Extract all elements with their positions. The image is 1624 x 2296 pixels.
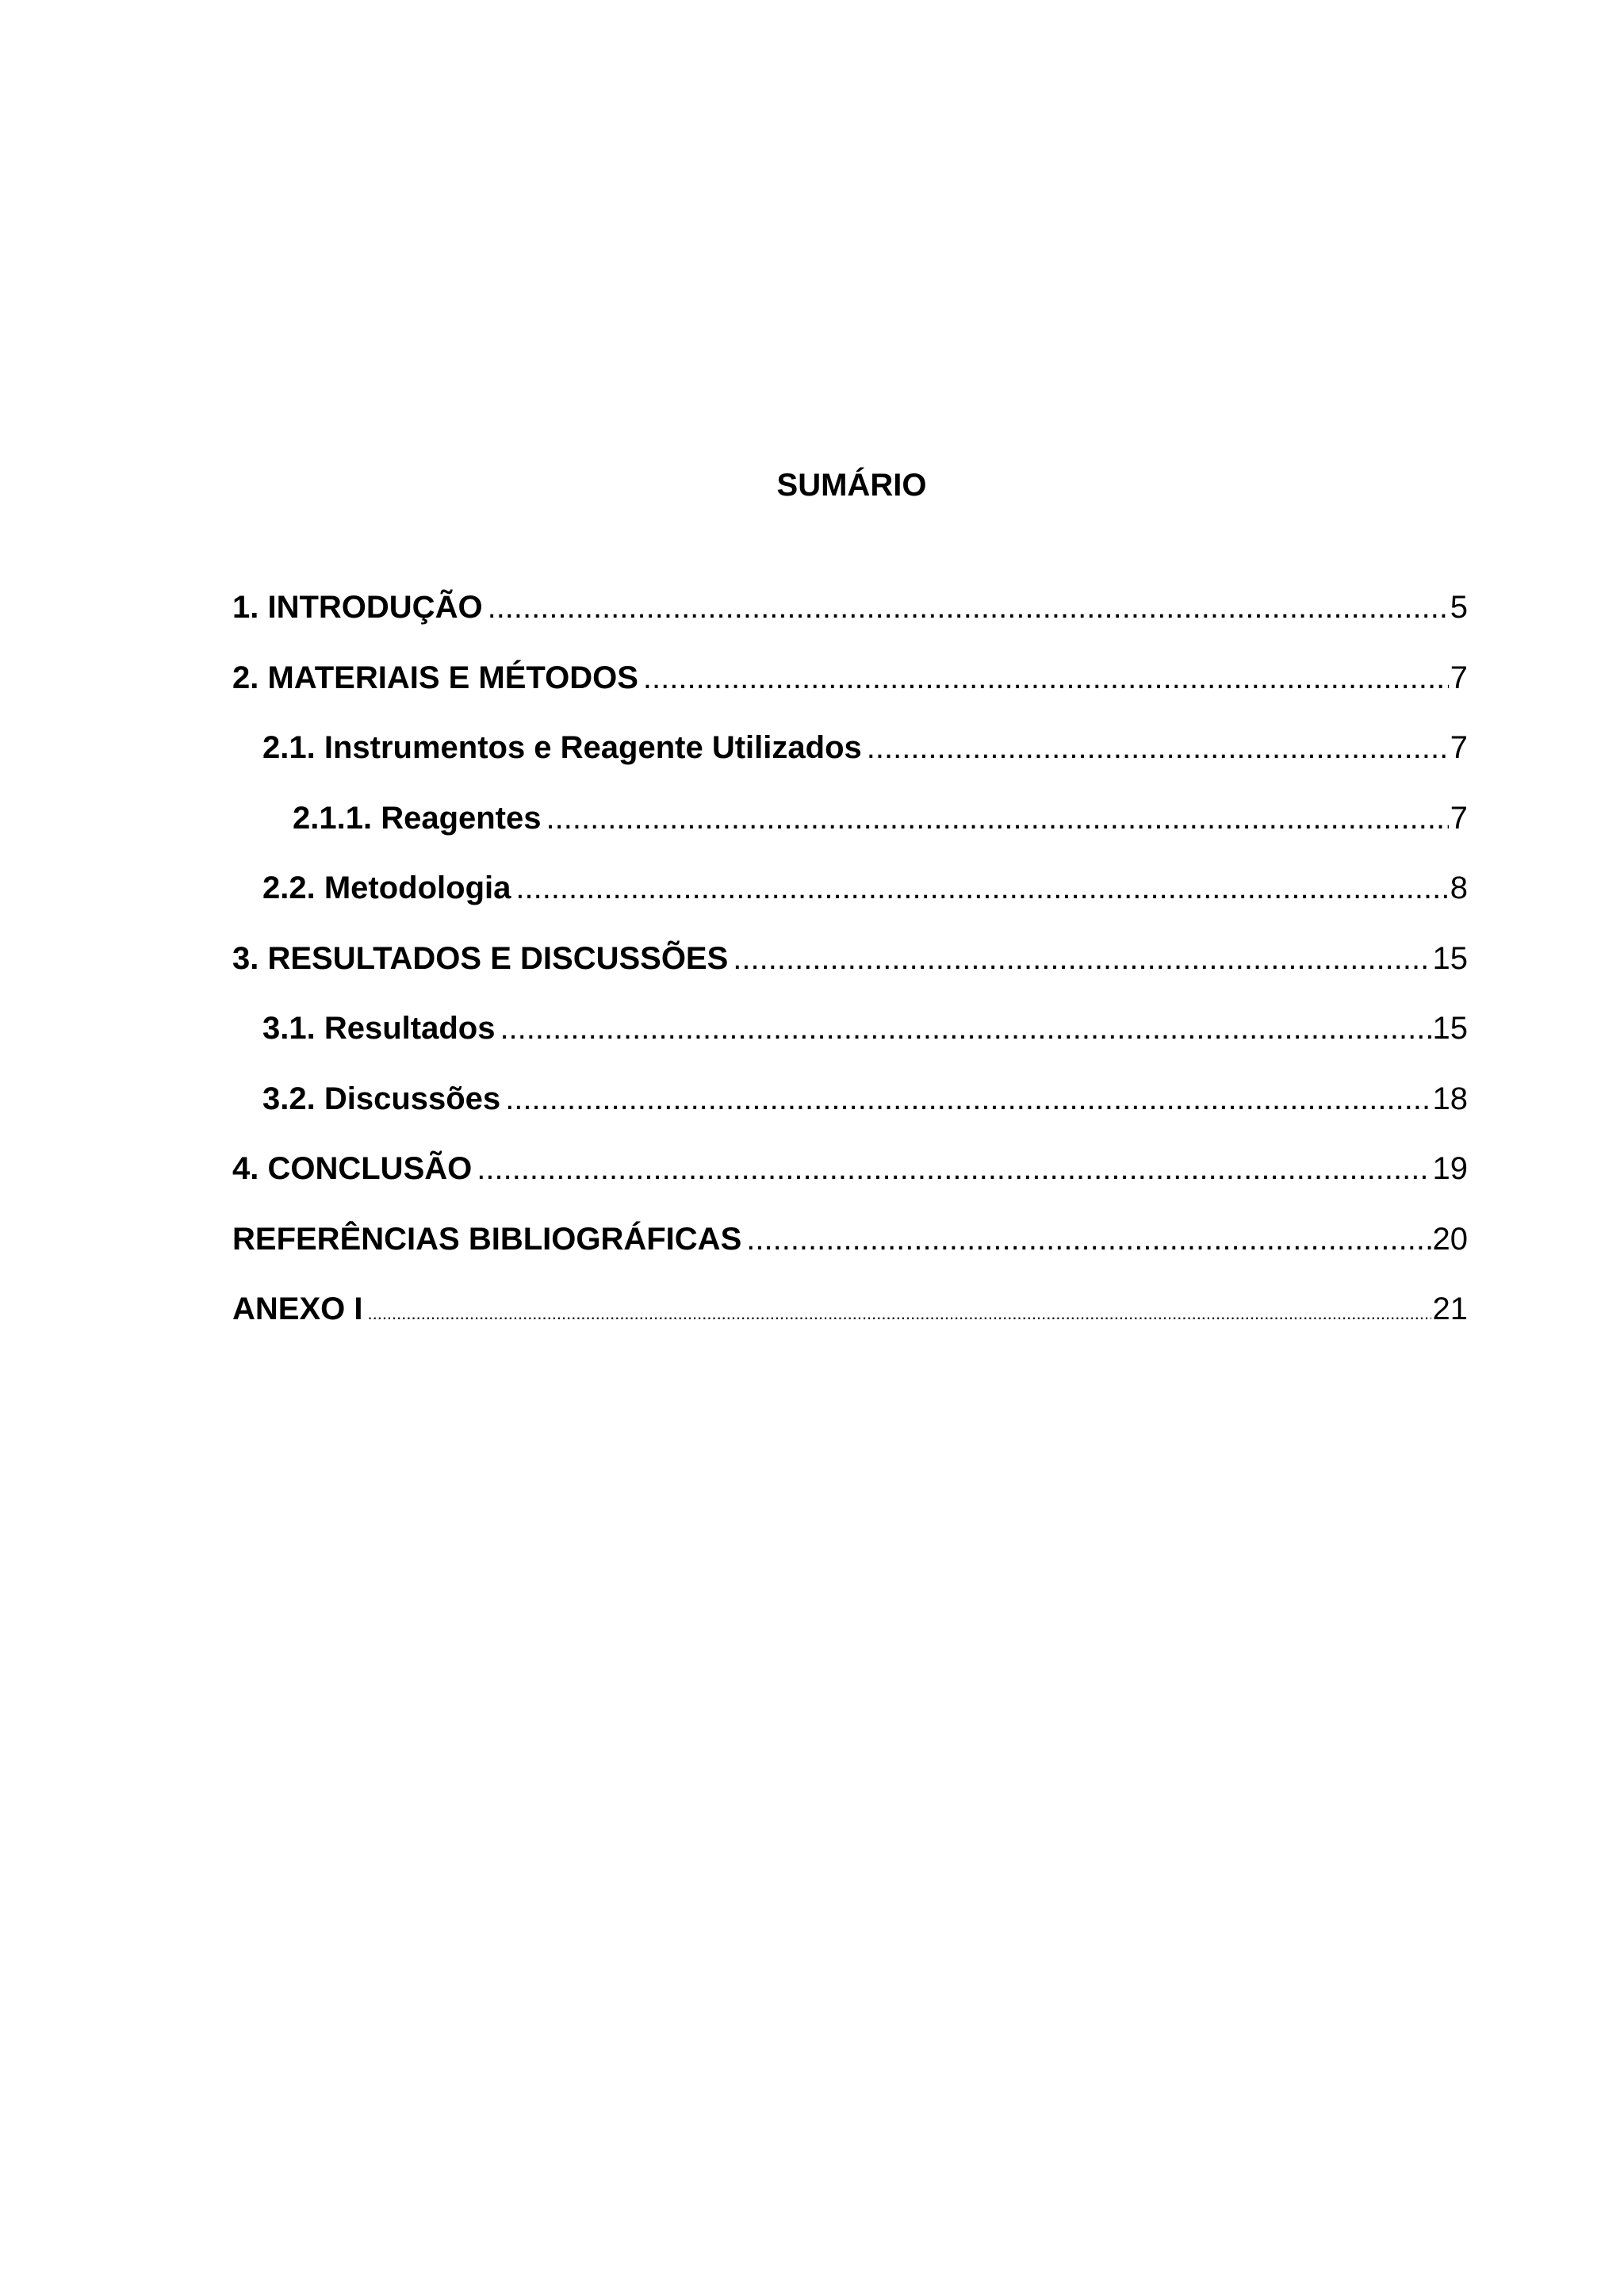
- toc-entry-label: 2.2. Metodologia: [262, 871, 511, 905]
- toc-entry-label: 3.2. Discussões: [262, 1081, 501, 1116]
- toc-entry-label: 2. MATERIAIS E MÉTODOS: [232, 660, 638, 695]
- toc-entry-page: 7: [1450, 660, 1468, 695]
- dot-leader: [477, 1150, 1431, 1188]
- toc-entry-instrumentos-e-reagente[interactable]: [232, 729, 1468, 799]
- dot-leader: [488, 588, 1449, 626]
- toc-entry-page: 15: [1432, 1011, 1468, 1046]
- toc-entry-label: REFERÊNCIAS BIBLIOGRÁFICAS: [232, 1221, 742, 1257]
- toc-entry-page: 19: [1432, 1151, 1468, 1186]
- toc-entry-page: 15: [1432, 940, 1468, 976]
- dot-leader: [546, 799, 1449, 837]
- toc-entry-label: ANEXO I: [232, 1292, 363, 1326]
- toc-entry-referencias[interactable]: [232, 1220, 1468, 1291]
- toc-entry-materiais-e-metodos[interactable]: [232, 659, 1468, 729]
- toc-entry-page: 5: [1450, 590, 1468, 625]
- dot-leader: [505, 1080, 1431, 1118]
- toc-entry-introducao[interactable]: [232, 588, 1468, 659]
- toc-entry-page: 18: [1432, 1081, 1468, 1116]
- toc-entry-discussoes[interactable]: [232, 1080, 1468, 1150]
- toc-entry-page: 8: [1450, 871, 1468, 905]
- page-title: SUMÁRIO: [776, 468, 927, 503]
- toc-entry-page: 21: [1432, 1292, 1468, 1326]
- dot-leader: [733, 939, 1431, 978]
- toc-entry-metodologia[interactable]: [232, 869, 1468, 939]
- dot-leader: [746, 1220, 1431, 1258]
- table-of-contents: [232, 588, 1468, 1360]
- dot-leader: [643, 659, 1449, 697]
- toc-entry-label: 1. INTRODUÇÃO: [232, 590, 483, 625]
- toc-entry-label: 3. RESULTADOS E DISCUSSÕES: [232, 940, 729, 976]
- dot-leader: [867, 729, 1449, 767]
- dot-leader: [367, 1295, 1431, 1333]
- toc-entry-label: 3.1. Resultados: [262, 1011, 496, 1046]
- toc-entry-label: 4. CONCLUSÃO: [232, 1151, 473, 1186]
- toc-entry-resultados[interactable]: [232, 1009, 1468, 1080]
- toc-entry-resultados-e-discussoes[interactable]: [232, 939, 1468, 1010]
- dot-leader: [500, 1009, 1431, 1047]
- toc-entry-label: 2.1.1. Reagentes: [293, 800, 542, 836]
- toc-entry-label: 2.1. Instrumentos e Reagente Utilizados: [262, 730, 862, 765]
- dot-leader: [515, 869, 1448, 907]
- toc-entry-page: 20: [1432, 1221, 1468, 1257]
- toc-entry-page: 7: [1450, 730, 1468, 765]
- toc-entry-reagentes[interactable]: [232, 799, 1468, 870]
- toc-entry-page: 7: [1450, 800, 1468, 836]
- toc-entry-conclusao[interactable]: [232, 1150, 1468, 1220]
- toc-entry-anexo-i[interactable]: [232, 1290, 1468, 1360]
